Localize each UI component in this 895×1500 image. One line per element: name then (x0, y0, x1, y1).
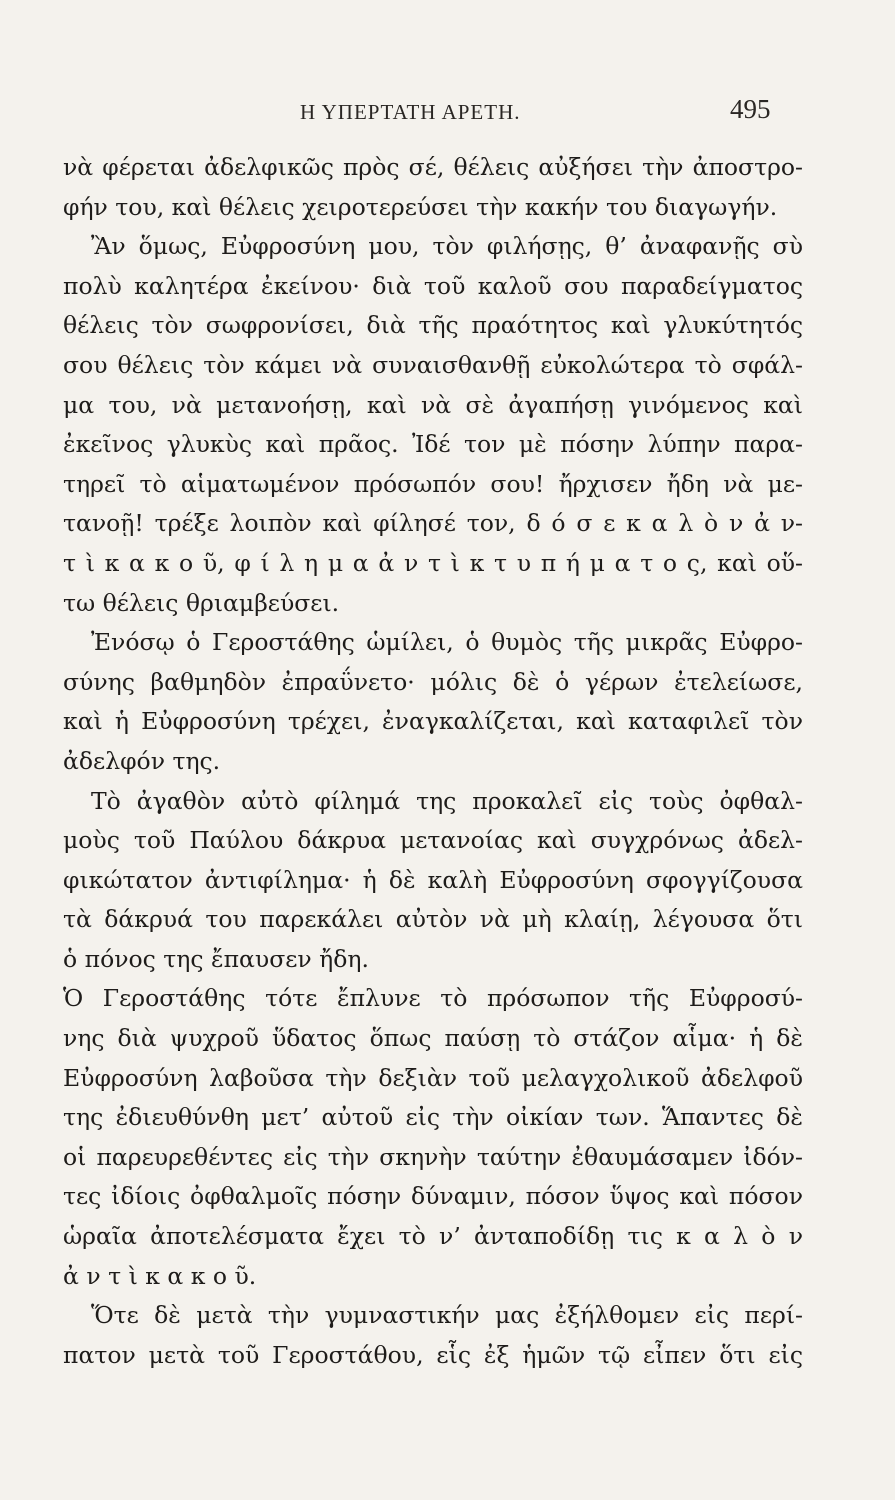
text-line: τω θέλεις θριαμβεύσει. (63, 588, 340, 617)
page-number: 495 (730, 94, 771, 124)
text-line: τ ὶ κ α κ ο ῦ, φ ί λ η μ α ἀ ν τ ὶ κ τ υ π ή μ α τ ο ς, καὶ οὕ- (63, 548, 803, 577)
text-line: πολὺ καλητέρα ἐκείνου· διὰ τοῦ καλοῦ σου παραδείγματος (63, 271, 803, 300)
text-line: ἐκεῖνος γλυκὺς καὶ πρᾶος. Ἰδέ τον μὲ πόσην λύπην παρα- (63, 430, 803, 459)
text-line: ἀδελφόν της. (63, 746, 221, 775)
text-line: ἀ ν τ ὶ κ α κ ο ῦ. (63, 1261, 257, 1290)
text-line: τες ἰδίοις ὀφθαλμοῖς πόσην δύναμιν, πόσον ὕψος καὶ πόσον (63, 1182, 803, 1211)
text-line: Ἐνόσῳ ὁ Γεροστάθης ὡμίλει, ὁ θυμὸς τῆς μικρᾶς Εὐφρο- (91, 628, 803, 657)
text-line: φικώτατον ἀντιφίλημα· ἡ δὲ καλὴ Εὐφροσύνη σφογγίζουσα (63, 865, 803, 894)
text-line: φήν του, καὶ θέλεις χειροτερεύσει τὴν κακήν του διαγωγήν. (63, 192, 778, 221)
text-line: τηρεῖ τὸ αἱματωμένον πρόσωπόν σου! ἤρχισεν ἤδη νὰ με- (63, 469, 803, 498)
text-line: νης διὰ ψυχροῦ ὕδατος ὅπως παύσῃ τὸ στάζον αἷμα· ἡ δὲ (63, 1024, 803, 1053)
body-text (63, 148, 803, 1375)
running-header (0, 90, 895, 130)
text-line: θέλεις τὸν σωφρονίσει, διὰ τῆς πραότητος καὶ γλυκύτητός (63, 311, 803, 340)
running-title: Η ΥΠΕΡΤΑΤΗ ΑΡΕΤΗ. (300, 100, 521, 124)
text-line: Ὁ Γεροστάθης τότε ἔπλυνε τὸ πρόσωπον τῆς Εὐφροσύ- (63, 984, 803, 1013)
text-line: σύνης βαθμηδὸν ἐπραΰνετο· μόλις δὲ ὁ γέρων ἐτελείωσε, (63, 667, 803, 696)
text-line: νὰ φέρεται ἀδελφικῶς πρὸς σέ, θέλεις αὐξήσει τὴν ἀποστρο- (63, 153, 803, 181)
text-line: τανοῇ! τρέξε λοιπὸν καὶ φίλησέ τον, δ ό σ ε κ α λ ὸ ν ἀ ν- (63, 509, 803, 538)
text-line: σου θέλεις τὸν κάμει νὰ συναισθανθῇ εὐκολώτερα τὸ σφάλ- (63, 350, 803, 379)
text-line: της ἐδιευθύνθη μετ’ αὐτοῦ εἰς τὴν οἰκίαν των. Ἅπαντες δὲ (63, 1103, 803, 1132)
text-line: τὰ δάκρυά του παρεκάλει αὐτὸν νὰ μὴ κλαίῃ, λέγουσα ὅτι (63, 905, 803, 934)
text-line: οἱ παρευρεθέντες εἰς τὴν σκηνὴν ταύτην ἐθαυμάσαμεν ἰδόν- (63, 1142, 803, 1171)
text-line: ὡραῖα ἀποτελέσματα ἔχει τὸ ν’ ἀνταποδίδῃ τις κ α λ ὸ ν (63, 1222, 803, 1251)
text-line: Εὐφροσύνη λαβοῦσα τὴν δεξιὰν τοῦ μελαγχολικοῦ ἀδελφοῦ (63, 1063, 803, 1092)
text-line: καὶ ἡ Εὐφροσύνη τρέχει, ἐναγκαλίζεται, καὶ καταφιλεῖ τὸν (63, 707, 803, 736)
text-line: Τὸ ἀγαθὸν αὐτὸ φίλημά της προκαλεῖ εἰς τοὺς ὀφθαλ- (91, 786, 803, 815)
text-line: πατον μετὰ τοῦ Γεροστάθου, εἷς ἐξ ἡμῶν τῷ εἶπεν ὅτι εἰς (63, 1340, 803, 1369)
text-line: ὁ πόνος της ἔπαυσεν ἤδη. (63, 944, 369, 973)
text-line: Ἂν ὅμως, Εὐφροσύνη μου, τὸν φιλήσῃς, θ’ ἀναφανῇς σὺ (91, 232, 803, 261)
text-line: Ὅτε δὲ μετὰ τὴν γυμναστικήν μας ἐξήλθομεν εἰς περί- (91, 1301, 803, 1330)
text-line: μοὺς τοῦ Παύλου δάκρυα μετανοίας καὶ συγχρόνως ἀδελ- (63, 826, 803, 855)
text-line: μα του, νὰ μετανοήσῃ, καὶ νὰ σὲ ἀγαπήσῃ γινόμενος καὶ (63, 390, 803, 419)
